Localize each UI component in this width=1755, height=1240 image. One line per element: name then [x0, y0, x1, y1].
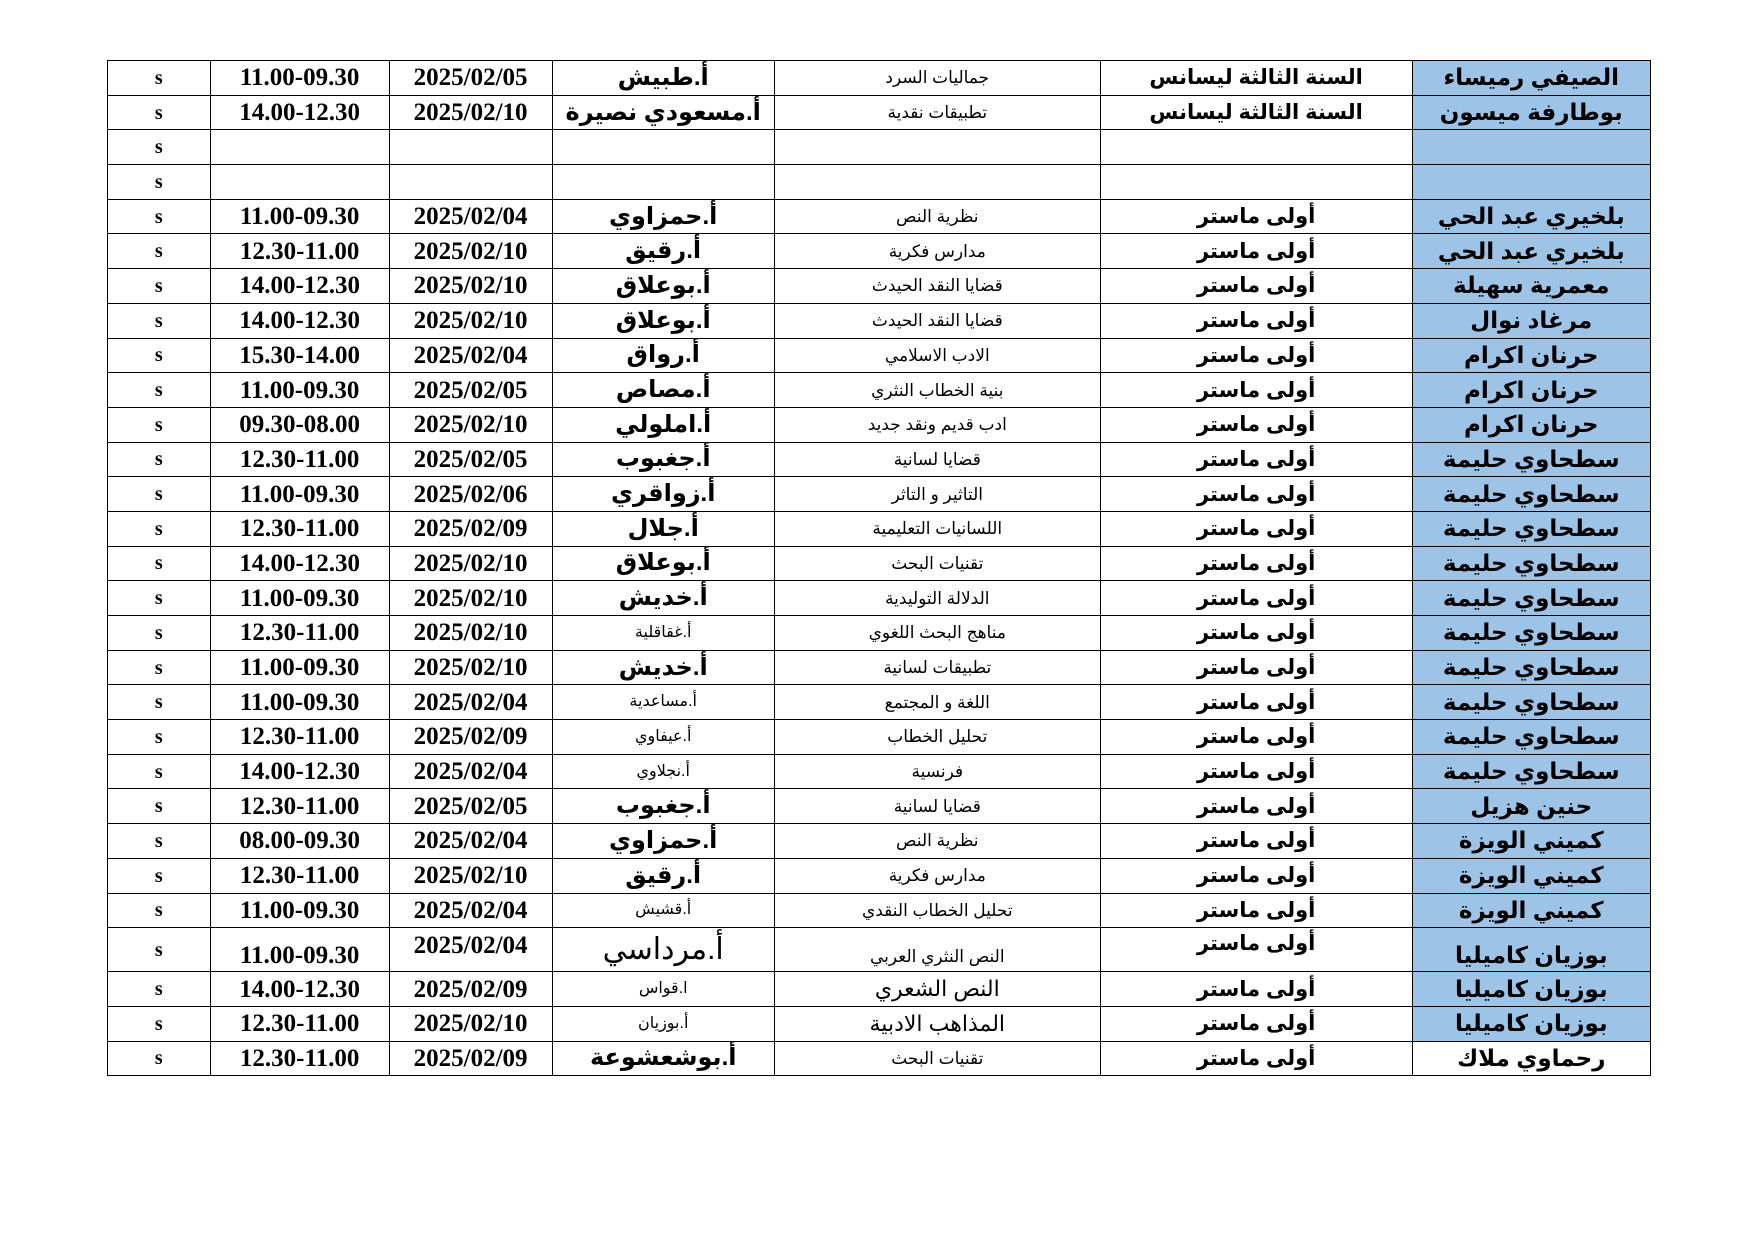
date-cell: 2025/02/05 [389, 61, 552, 96]
time-cell: 12.30-11.00 [210, 442, 389, 477]
date-cell: 2025/02/05 [389, 789, 552, 824]
table-row [108, 824, 1651, 859]
time-cell [210, 165, 389, 200]
subject-cell: قضايا لسانية [774, 442, 1100, 477]
student-name-cell: سطحاوي حليمة [1412, 685, 1650, 720]
subject-cell: المذاهب الادبية [774, 1006, 1100, 1041]
marker-cell: s [108, 511, 211, 546]
table-row [108, 234, 1651, 269]
level-cell: أولى ماستر [1100, 442, 1412, 477]
date-cell: 2025/02/10 [389, 616, 552, 651]
date-cell: 2025/02/09 [389, 511, 552, 546]
marker-cell: s [108, 754, 211, 789]
student-name-cell: معمرية سهيلة [1412, 269, 1650, 304]
time-cell: 11.00-09.30 [210, 893, 389, 928]
date-cell: 2025/02/04 [389, 928, 552, 972]
student-name-cell [1412, 130, 1650, 165]
table-row [108, 511, 1651, 546]
student-name-cell: حنين هزيل [1412, 789, 1650, 824]
student-name-cell: سطحاوي حليمة [1412, 650, 1650, 685]
student-name-cell: سطحاوي حليمة [1412, 616, 1650, 651]
level-cell: أولى ماستر [1100, 1006, 1412, 1041]
level-cell: أولى ماستر [1100, 477, 1412, 512]
subject-cell: قضايا النقد الحيدث [774, 269, 1100, 304]
time-cell: 12.30-11.00 [210, 720, 389, 755]
marker-cell: s [108, 789, 211, 824]
student-name-cell: بلخيري عبد الحي [1412, 199, 1650, 234]
level-cell: أولى ماستر [1100, 616, 1412, 651]
professor-cell: أ.املولي [552, 407, 774, 442]
table-row [108, 928, 1651, 972]
time-cell: 12.30-11.00 [210, 1006, 389, 1041]
time-cell: 11.00-09.30 [210, 199, 389, 234]
marker-cell: s [108, 338, 211, 373]
table-row [108, 1041, 1651, 1076]
student-name-cell: حرنان اكرام [1412, 338, 1650, 373]
marker-cell: s [108, 685, 211, 720]
level-cell: أولى ماستر [1100, 581, 1412, 616]
student-name-cell: الصيفي رميساء [1412, 61, 1650, 96]
level-cell [1100, 165, 1412, 200]
level-cell: أولى ماستر [1100, 269, 1412, 304]
subject-cell: النص الشعري [774, 972, 1100, 1007]
time-cell: 12.30-11.00 [210, 858, 389, 893]
marker-cell: s [108, 893, 211, 928]
table-row [108, 442, 1651, 477]
table-row [108, 972, 1651, 1007]
student-name-cell: سطحاوي حليمة [1412, 754, 1650, 789]
subject-cell: فرنسية [774, 754, 1100, 789]
date-cell: 2025/02/05 [389, 442, 552, 477]
table-row [108, 130, 1651, 165]
level-cell [1100, 130, 1412, 165]
student-name-cell: سطحاوي حليمة [1412, 581, 1650, 616]
level-cell: أولى ماستر [1100, 303, 1412, 338]
table-row [108, 269, 1651, 304]
student-name-cell: حرنان اكرام [1412, 407, 1650, 442]
table-row [108, 581, 1651, 616]
professor-cell: أ.بوعلاق [552, 269, 774, 304]
subject-cell: الدلالة التوليدية [774, 581, 1100, 616]
subject-cell: اللسانيات التعليمية [774, 511, 1100, 546]
subject-cell: الادب الاسلامي [774, 338, 1100, 373]
marker-cell: s [108, 1006, 211, 1041]
time-cell: 09.30-08.00 [210, 407, 389, 442]
subject-cell: مناهج البحث اللغوي [774, 616, 1100, 651]
student-name-cell: سطحاوي حليمة [1412, 511, 1650, 546]
date-cell: 2025/02/05 [389, 373, 552, 408]
marker-cell: s [108, 972, 211, 1007]
student-name-cell: سطحاوي حليمة [1412, 477, 1650, 512]
table-row [108, 199, 1651, 234]
time-cell: 08.00-09.30 [210, 824, 389, 859]
student-name-cell: بوزيان كاميليا [1412, 928, 1650, 972]
schedule-body [108, 61, 1651, 1076]
table-row [108, 546, 1651, 581]
professor-cell: أ.جغبوب [552, 442, 774, 477]
subject-cell [774, 130, 1100, 165]
time-cell: 12.30-11.00 [210, 789, 389, 824]
professor-cell: أ.مساعدية [552, 685, 774, 720]
professor-cell: أ.غقاقلية [552, 616, 774, 651]
table-row [108, 650, 1651, 685]
date-cell: 2025/02/04 [389, 685, 552, 720]
student-name-cell: بوزيان كاميليا [1412, 1006, 1650, 1041]
professor-cell: أ.خديش [552, 581, 774, 616]
table-row [108, 1006, 1651, 1041]
level-cell: أولى ماستر [1100, 650, 1412, 685]
date-cell: 2025/02/09 [389, 720, 552, 755]
level-cell: السنة الثالثة ليسانس [1100, 61, 1412, 96]
professor-cell: أ.خديش [552, 650, 774, 685]
subject-cell: تقنيات البحث [774, 546, 1100, 581]
marker-cell: s [108, 581, 211, 616]
level-cell: أولى ماستر [1100, 720, 1412, 755]
table-row [108, 685, 1651, 720]
level-cell: أولى ماستر [1100, 858, 1412, 893]
date-cell: 2025/02/04 [389, 338, 552, 373]
subject-cell: تطبيقات نقدية [774, 95, 1100, 130]
marker-cell: s [108, 858, 211, 893]
professor-cell: أ.قشيش [552, 893, 774, 928]
level-cell: أولى ماستر [1100, 1041, 1412, 1076]
table-row [108, 407, 1651, 442]
table-row [108, 720, 1651, 755]
marker-cell: s [108, 269, 211, 304]
level-cell: أولى ماستر [1100, 972, 1412, 1007]
professor-cell: ا.قواس [552, 972, 774, 1007]
date-cell: 2025/02/09 [389, 1041, 552, 1076]
professor-cell: أ.جغبوب [552, 789, 774, 824]
student-name-cell: حرنان اكرام [1412, 373, 1650, 408]
student-name-cell: بوطارفة ميسون [1412, 95, 1650, 130]
date-cell: 2025/02/10 [389, 303, 552, 338]
professor-cell: أ.مرداسي [552, 928, 774, 972]
time-cell: 11.00-09.30 [210, 928, 389, 972]
subject-cell: تحليل الخطاب النقدي [774, 893, 1100, 928]
student-name-cell: رحماوي ملاك [1412, 1041, 1650, 1076]
table-row [108, 61, 1651, 96]
date-cell: 2025/02/04 [389, 824, 552, 859]
marker-cell: s [108, 546, 211, 581]
professor-cell: أ.رواق [552, 338, 774, 373]
subject-cell: اللغة و المجتمع [774, 685, 1100, 720]
marker-cell: s [108, 407, 211, 442]
table-row [108, 789, 1651, 824]
time-cell: 11.00-09.30 [210, 685, 389, 720]
date-cell: 2025/02/10 [389, 581, 552, 616]
level-cell: أولى ماستر [1100, 338, 1412, 373]
professor-cell: أ.جلال [552, 511, 774, 546]
marker-cell: s [108, 477, 211, 512]
subject-cell: نظرية النص [774, 824, 1100, 859]
date-cell: 2025/02/10 [389, 95, 552, 130]
level-cell: أولى ماستر [1100, 754, 1412, 789]
date-cell: 2025/02/10 [389, 407, 552, 442]
student-name-cell: كميني الويزة [1412, 858, 1650, 893]
table-row [108, 754, 1651, 789]
level-cell: أولى ماستر [1100, 511, 1412, 546]
table-row [108, 165, 1651, 200]
marker-cell: s [108, 650, 211, 685]
date-cell: 2025/02/04 [389, 754, 552, 789]
student-name-cell: كميني الويزة [1412, 824, 1650, 859]
time-cell: 14.00-12.30 [210, 546, 389, 581]
subject-cell: تحليل الخطاب [774, 720, 1100, 755]
subject-cell: قضايا النقد الحيدث [774, 303, 1100, 338]
subject-cell: بنية الخطاب النثري [774, 373, 1100, 408]
subject-cell: ادب قديم ونقد جديد [774, 407, 1100, 442]
subject-cell: مدارس فكرية [774, 858, 1100, 893]
time-cell: 14.00-12.30 [210, 269, 389, 304]
student-name-cell: سطحاوي حليمة [1412, 720, 1650, 755]
marker-cell: s [108, 616, 211, 651]
subject-cell: التاثير و التاثر [774, 477, 1100, 512]
level-cell: أولى ماستر [1100, 789, 1412, 824]
marker-cell: s [108, 720, 211, 755]
level-cell: أولى ماستر [1100, 373, 1412, 408]
professor-cell [552, 130, 774, 165]
marker-cell: s [108, 928, 211, 972]
schedule-table [107, 60, 1651, 1076]
subject-cell: جماليات السرد [774, 61, 1100, 96]
marker-cell: s [108, 442, 211, 477]
time-cell: 14.00-12.30 [210, 754, 389, 789]
student-name-cell: سطحاوي حليمة [1412, 546, 1650, 581]
time-cell: 11.00-09.30 [210, 61, 389, 96]
date-cell: 2025/02/10 [389, 269, 552, 304]
marker-cell: s [108, 130, 211, 165]
professor-cell: أ.مصاص [552, 373, 774, 408]
table-row [108, 477, 1651, 512]
date-cell [389, 165, 552, 200]
subject-cell: قضايا لسانية [774, 789, 1100, 824]
level-cell: أولى ماستر [1100, 824, 1412, 859]
student-name-cell: سطحاوي حليمة [1412, 442, 1650, 477]
date-cell: 2025/02/04 [389, 199, 552, 234]
marker-cell: s [108, 1041, 211, 1076]
date-cell: 2025/02/10 [389, 650, 552, 685]
time-cell [210, 130, 389, 165]
table-row [108, 616, 1651, 651]
level-cell: أولى ماستر [1100, 234, 1412, 269]
level-cell: أولى ماستر [1100, 928, 1412, 972]
professor-cell: أ.بوشعشوعة [552, 1041, 774, 1076]
time-cell: 11.00-09.30 [210, 373, 389, 408]
table-row [108, 338, 1651, 373]
professor-cell: أ.مسعودي نصيرة [552, 95, 774, 130]
time-cell: 14.00-12.30 [210, 95, 389, 130]
time-cell: 14.00-12.30 [210, 972, 389, 1007]
time-cell: 11.00-09.30 [210, 650, 389, 685]
professor-cell: أ.رقيق [552, 234, 774, 269]
date-cell: 2025/02/10 [389, 858, 552, 893]
date-cell: 2025/02/10 [389, 234, 552, 269]
level-cell: أولى ماستر [1100, 546, 1412, 581]
professor-cell [552, 165, 774, 200]
time-cell: 15.30-14.00 [210, 338, 389, 373]
table-row [108, 858, 1651, 893]
time-cell: 12.30-11.00 [210, 616, 389, 651]
date-cell: 2025/02/04 [389, 893, 552, 928]
student-name-cell [1412, 165, 1650, 200]
marker-cell: s [108, 373, 211, 408]
date-cell: 2025/02/10 [389, 546, 552, 581]
time-cell: 11.00-09.30 [210, 581, 389, 616]
table-row [108, 303, 1651, 338]
marker-cell: s [108, 303, 211, 338]
subject-cell [774, 165, 1100, 200]
professor-cell: أ.زواقري [552, 477, 774, 512]
level-cell: أولى ماستر [1100, 685, 1412, 720]
professor-cell: أ.رقيق [552, 858, 774, 893]
subject-cell: مدارس فكرية [774, 234, 1100, 269]
time-cell: 11.00-09.30 [210, 477, 389, 512]
professor-cell: أ.حمزاوي [552, 824, 774, 859]
date-cell: 2025/02/10 [389, 1006, 552, 1041]
subject-cell: النص النثري العربي [774, 928, 1100, 972]
marker-cell: s [108, 165, 211, 200]
student-name-cell: بوزيان كاميليا [1412, 972, 1650, 1007]
time-cell: 12.30-11.00 [210, 1041, 389, 1076]
professor-cell: أ.طبيش [552, 61, 774, 96]
date-cell: 2025/02/06 [389, 477, 552, 512]
marker-cell: s [108, 61, 211, 96]
subject-cell: تقنيات البحث [774, 1041, 1100, 1076]
level-cell: أولى ماستر [1100, 893, 1412, 928]
subject-cell: نظرية النص [774, 199, 1100, 234]
professor-cell: أ.بوزيان [552, 1006, 774, 1041]
professor-cell: أ.حمزاوي [552, 199, 774, 234]
level-cell: السنة الثالثة ليسانس [1100, 95, 1412, 130]
student-name-cell: بلخيري عبد الحي [1412, 234, 1650, 269]
professor-cell: أ.نجلاوي [552, 754, 774, 789]
professor-cell: أ.بوعلاق [552, 303, 774, 338]
time-cell: 12.30-11.00 [210, 234, 389, 269]
marker-cell: s [108, 95, 211, 130]
time-cell: 12.30-11.00 [210, 511, 389, 546]
table-row [108, 373, 1651, 408]
time-cell: 14.00-12.30 [210, 303, 389, 338]
subject-cell: تطبيقات لسانية [774, 650, 1100, 685]
date-cell: 2025/02/09 [389, 972, 552, 1007]
professor-cell: أ.عيفاوي [552, 720, 774, 755]
table-row [108, 893, 1651, 928]
student-name-cell: مرغاد نوال [1412, 303, 1650, 338]
professor-cell: أ.بوعلاق [552, 546, 774, 581]
marker-cell: s [108, 234, 211, 269]
marker-cell: s [108, 199, 211, 234]
level-cell: أولى ماستر [1100, 199, 1412, 234]
marker-cell: s [108, 824, 211, 859]
level-cell: أولى ماستر [1100, 407, 1412, 442]
date-cell [389, 130, 552, 165]
table-row [108, 95, 1651, 130]
student-name-cell: كميني الويزة [1412, 893, 1650, 928]
